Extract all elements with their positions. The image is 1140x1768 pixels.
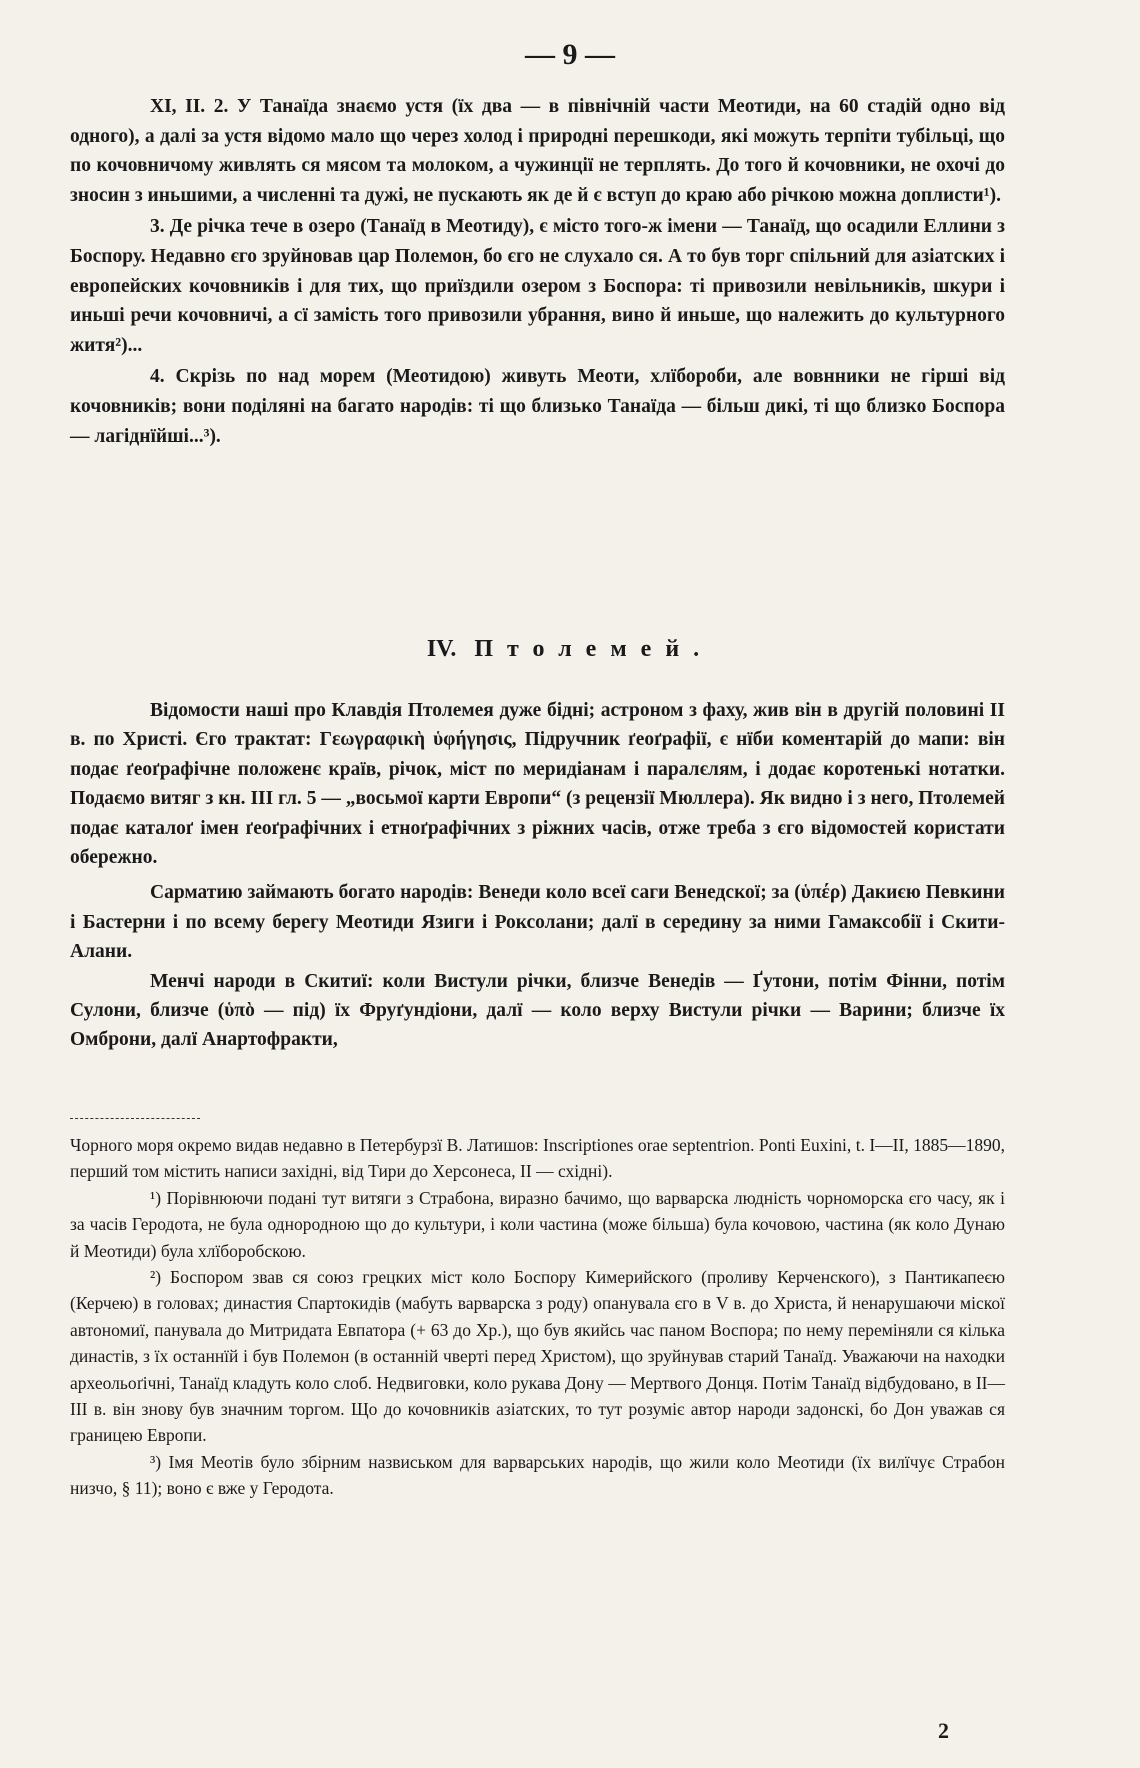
paragraph-strabo-2: XI, II. 2. У Танаїда знаємо устя (їх два — в північній части Меотиди, на 60 стадій одно від одного), а далі за устя відомо мало що через холод і природні перешкоди, які можуть терпіти тубільці, що по кочовничому живлять ся мясом та молоком, а чужинції не терплять. До того й кочовники, не охочі до зносин з иньшими, а численні та дужі, не пускають як де й є вступ до краю або річкою можна доплисти¹). (70, 96, 1005, 206)
section-number: IV. (426, 636, 457, 662)
footnote-3: ³) Імя Меотів було збірним назвиськом для варварських народів, що жили коло Меотиди (їх вилїчує Страбон низчо, § 11); воно є вже у Геродота. (70, 1451, 1005, 1499)
printer-signature-mark: 2 (938, 1718, 949, 1743)
section-title: Птолемей. (474, 636, 714, 662)
page-number: — 9 — (525, 38, 615, 71)
paragraph-strabo-3: 3. Де річка тече в озеро (Танаїд в Меотиду), є місто того-ж імени — Танаїд, що осадили Еллини з Боспору. Недавно єго зруйновав цар Полемон, бо єго не слухало ся. А то був торг спільний для азіатских і европейских кочовників і для тих, що приїздили озером з Боспора: ті привозили невільників, шкури і иньші речи кочовничі, а сї замість того привозили убрання, вино й иньше, що належить до культурного житя²)... (70, 216, 1005, 356)
footnotes (70, 1132, 1005, 1502)
paragraph-ptolemy-intro: Відомости наші про Клавдія Птолемея дуже бідні; астроном з фаху, жив він в другій половині II в. по Христі. Єго трактат: Γεωγραφικὴ ὑφήγησις, Підручник ґеоґрафії, є нїби коментарій до мапи: він подає ґеоґрафічне положенє країв, річок, міст по меридіанам і паралєлям, і додає коротенькі нотатки. Подаємо витяг з кн. III гл. 5 — „восьмої карти Европи“ (з рецензії Мюллера). Як видно і з него, Птолемей подає каталоґ імен ґеоґрафічних і етноґрафічних з ріжних часів, отже треба з єго відомостей користати обережно. (70, 700, 1005, 869)
section-heading (0, 636, 1140, 663)
paragraph-strabo-4: 4. Скрізь по над морем (Меотидою) живуть Меоти, хлїбороби, але вовнники не гірші від кочовників; вони поділяні на багато народів: ті що близько Танаїда — більш дикі, ті що близко Боспора — лагіднїйші...³). (70, 366, 1005, 447)
footnote-continuation: Чорного моря окремо видав недавно в Петербурзї В. Латишов: Inscriptiones orae septentrion. Ponti Euxini, t. I—II, 1885—1890, перший том містить написи західні, від Тири до Херсонеса, II — східні). (70, 1135, 1005, 1182)
footnote-2: ²) Боспором звав ся союз грецких міст коло Боспору Кимерийского (проливу Керченского), з Пантикапеєю (Керчею) в головах; династия Спартокидів (мабуть варварска з роду) опанувала єго в V в. до Христа, й ненарушаючи міскої автономиї, панувала до Митридата Евпатора (+ 63 до Хр.), що був якийсь час паном Воспора; по нему переміняли ся кілька династів, з їх останнїй і був Полемон (в останній чверті перед Христом), що зруйнував старий Танаїд. Уважаючи на находки археольоґічні, Танаїд кладуть коло слоб. Недвиговки, коло рукава Дону — Мертвого Донця. Потім Танаїд відбудовано, в II—III в. він знову був значним торгом. Що до кочовників азіатских, то тут розуміє автор народи задонскі, бо Дон уважав ся границею Европи. (70, 1267, 1005, 1446)
footnote-divider (70, 1118, 200, 1119)
paragraph-sarmatia: Сарматию займають богато народів: Венеди коло всеї саги Венедскої; за (ὑπέρ) Дакиєю Певкини і Бастерни і по всему берегу Меотиди Язиги і Роксолани; далї в середину за ними Гамаксобії і Скити-Алани. (70, 882, 1005, 963)
paragraph-scythia: Менчі народи в Скитиї: коли Вистули річки, близче Венедів — Ґутони, потім Фінни, потім Сулони, близче (ὑπὸ — під) їх Фруґундіони, далї — коло верху Вистули річки — Варини; близче їх Омброни, далї Анартофракти, (70, 970, 1005, 1051)
body-text (70, 92, 1005, 451)
footnote-1: ¹) Порівнюючи подані тут витяги з Страбона, виразно бачимо, що варварска людність чорноморска єго часу, як і за часів Геродота, не була однородною що до культури, і коли частина (може більша) була кочовою, частина (як коло Дунаю й Меотиди) була хлїборобскою. (70, 1187, 1005, 1261)
section-text (70, 696, 1005, 1061)
